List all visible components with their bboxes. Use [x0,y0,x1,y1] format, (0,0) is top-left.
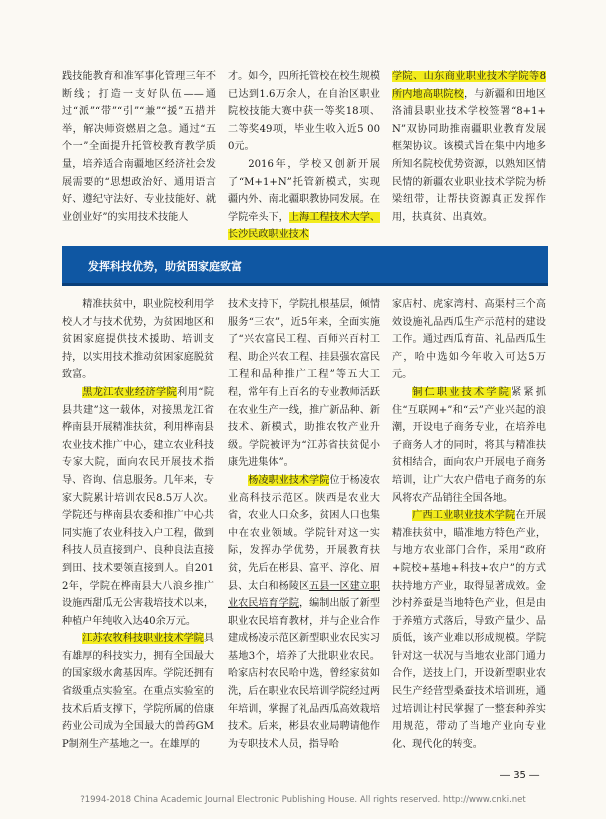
bottom-column-3 [392,296,546,753]
bottom-col3-highlight-1: 铜仁职业技术学院 [412,386,512,398]
bottom-column-1 [62,296,214,753]
top-col1-text: 践技能教育和准军事化管理三年不断线；打造一支好队伍——通过“派”“带”“引”“兼”“援”五措并举，解决师资燃眉之急。通过“五个一”全面提升托管校教育教学质量，培养适合南疆地区经济社会发展需要的“思想政治好、通用语言好、遵纪守法好、专业技能好、就业创业好”的实用技术技能人 [62,71,216,223]
top-col2-text-b: 2016年，学校又创新开展了“M+1+N”托管新模式，实现疆内外、南北疆职教协同发展。在学院牵头下， [228,158,380,223]
bottom-col3-para-3: 在开展精准扶贫中，瞄准地方特色产业，与地方农业部门合作，采用“政府+院校+基地+科技+农户”的方式扶持地方产业，取得显著成效。金沙村养蚕是当地特色产业，但是由于养殖方式落后，导致产量少、品质低，该产业难以形成规模。学院针对这一状况与当地农业部门通力合作，送技上门，开设新型职业农民生产经营型桑蚕技术培训班，通过培训让村民掌握了一整套种养实用规范，带动了当地产业向专业化、现代化的转变。 [392,510,547,750]
bottom-col3-highlight-2: 广西工业职业技术学院 [412,510,516,522]
top-column-3 [392,68,546,226]
top-col3-text: ，与新疆和田地区洛浦县职业技术学校签署“8+1+N”双协同助推南疆职业教育发展框架协议。该模式旨在集中内地多所知名院校优势资源，以熟知区情民情的新疆农业职业技术学院为桥梁纽带，让帮扶资源真正发挥作用，扶真贫、出真效。 [392,88,546,223]
bottom-col3-para-2: 紧紧抓住“互联网+”和“云”产业兴起的浪潮，开设电子商务专业，在培养电子商务人才的同时，将其与精准扶贫相结合，面向农户开展电子商务培训，让广大农户借电子商务的东风将农产品销往全国各地。 [392,386,547,504]
top-col3-highlight: 学院、山东商业职业技术学院等8所内地高职院校 [392,71,546,100]
copyright-footer: ?1994-2018 China Academic Journal Electronic Publishing House. All rights reserved. http://www.cnki.net [80,795,526,805]
bottom-col2-para-2a: 位于杨凌农业高科技示范区。陕西是农业大省，农业人口众多，贫困人口也集中在农业领域。学院针对这一实际，发挥办学优势，开展教育扶贫，先后在彬县、富平、淳化、眉县、太白和杨陵区 [228,474,381,592]
page-number-value: 35 [513,770,526,781]
bottom-col2-highlight: 杨凌职业技术学院 [248,474,330,486]
section-title: 发挥科技优势，助贫困家庭致富 [88,260,242,273]
page-number: ― 35 ― [500,770,540,781]
bottom-col1-highlight-1: 黑龙江农业经济学院 [82,386,178,398]
top-col2-highlight: 上海工程技术大学、长沙民政职业技术 [228,211,381,241]
bottom-col2-underlined: 五县一区建立职业农民培育学院 [228,580,381,610]
bottom-col1-para-1: 精准扶贫中，职业院校利用学校人才与技术优势，为贫困地区和贫困家庭提供技术援助、培训支持，以实用技术推动贫困家庭脱贫致富。 [62,299,214,381]
bottom-col2-para-1: 技术支持下，学院扎根基层，倾情服务“三农”，近5年来，全面实施了“兴农富民工程、百师兴百村工程、助企兴农工程、挂县强农富民工程和品种推广工程”等五大工程，常年有上百名的专业教师活跃在农业生产一线，推广新品种、新技术、新模式，助推农牧产业升级。学院被评为“江苏省扶贫促小康先进集体”。 [228,299,380,469]
bottom-col3-para-1: 家店村、虎家湾村、高渠村三个高效设施礼品西瓜生产示范村的建设工作。通过西瓜育苗、礼品西瓜生产，哈中选如今年收入可达5万元。 [392,299,546,381]
bottom-col2-para-2b: ，编制出版了新型职业农民培育教材，并与企业合作建成杨凌示范区新型职业农民实习基地3个，培养了大批职业农民。哈家店村农民哈中选，曾经家贫如洗，后在职业农民培训学院经过两年培训，掌握了礼品西瓜高效栽培技术。后来，彬县农业局聘请他作为专职技术人员，指导哈 [228,598,380,750]
bottom-col1-para-3: 具有雄厚的科技实力，拥有全国最大的国家级水禽基因库。学院还拥有省级重点实验室。在重点实验室的技术后盾支撑下，学院所属的倍康药业公司成为全国最大的兽药GMP制剂生产基地之一。在雄厚的 [62,633,214,750]
section-banner [62,246,548,286]
top-col2-text-a: 才。如今，四所托管校在校生规模已达到1.6万余人，在自治区职业院校技能大赛中获一等奖18项、二等奖49项，毕业生收入近5 000元。 [228,71,380,153]
top-column-2 [228,68,380,244]
bottom-column-2 [228,296,380,753]
bottom-col1-highlight-2: 江苏农牧科技职业技术学院 [82,633,204,645]
bottom-col1-para-2: 利用“院县共建”这一载体，对接黑龙江省桦南县开展精准扶贫，利用桦南县农业技术推广中心，建立农业科技专家大院，面向农民开展技术指导、咨询、信息服务。几年来，专家大院累计培训农民8.5万人次。学院还与桦南县农委和推广中心共同实施了农业科技入户工程，做到科技人员直接到户、良种良法直接到田、技术要领直接到人。自2012年，学院在桦南县大八浪乡推广设施西甜瓜无公害栽培技术以来，种植户年纯收入达40余万元。 [62,386,214,627]
top-column-1 [62,68,216,226]
